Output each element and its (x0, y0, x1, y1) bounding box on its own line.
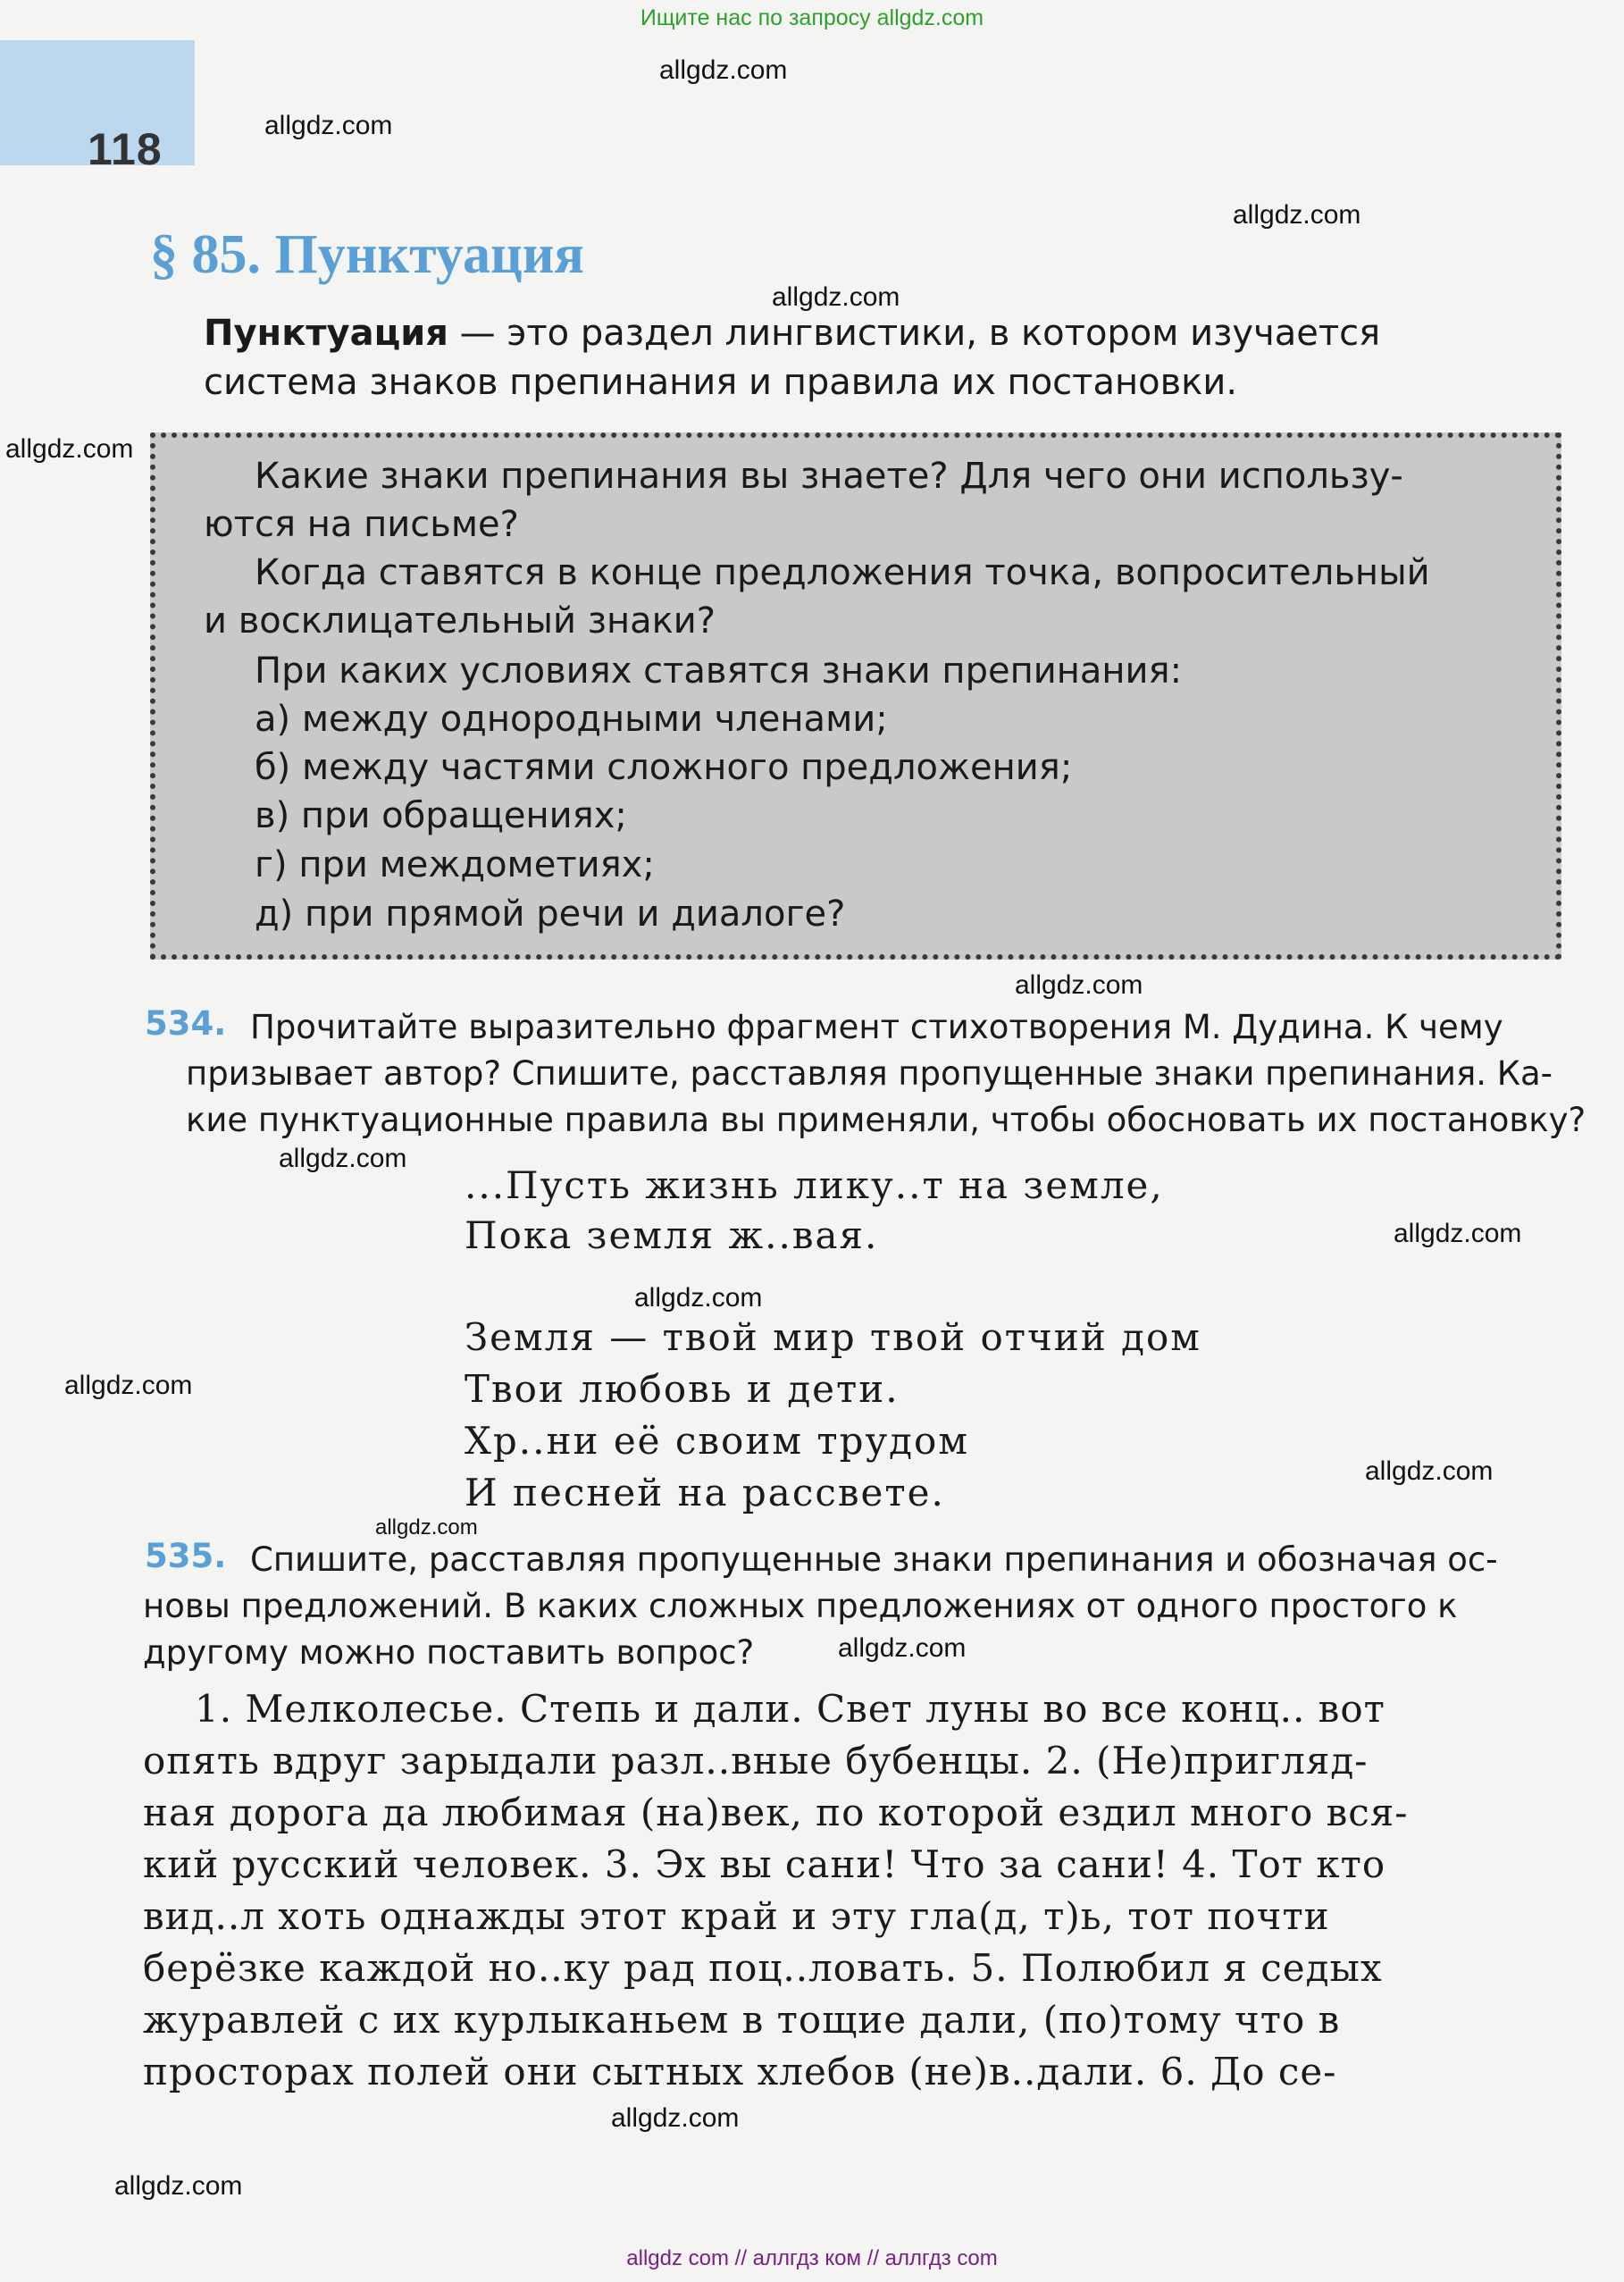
exercise-535-text-line: кий русский человек. 3. Эх вы сани! Что за сани! 4. Тот кто (143, 1842, 1386, 1886)
exercise-535-task: новы предложений. В каких сложных предложениях от одного простого к (143, 1587, 1458, 1625)
watermark: allgdz.com (838, 1633, 967, 1663)
watermark: allgdz.com (634, 1283, 763, 1313)
question-line: ются на письме? (204, 504, 519, 545)
exercise-534-task: призывает автор? Спишите, расставляя пропущенные знаки препинания. Ка- (186, 1054, 1553, 1093)
question-line: Какие знаки препинания вы знаете? Для чего они использу- (255, 456, 1403, 497)
watermark: allgdz.com (375, 1515, 478, 1540)
watermark: allgdz.com (659, 55, 788, 85)
poem-line: И песней на рассвете. (465, 1471, 945, 1514)
question-item-b: б) между частями сложного предложения; (255, 747, 1073, 788)
question-item-e: д) при прямой речи и диалоге? (255, 894, 846, 935)
question-line: и восклицательный знаки? (204, 600, 716, 642)
exercise-535-text-line: опять вдруг зарыдали разл..вные бубенцы. 2. (Не)пригляд- (143, 1739, 1369, 1783)
poem-line: Земля — твой мир твой отчий дом (465, 1315, 1201, 1359)
question-line: Когда ставятся в конце предложения точка, вопросительный (255, 552, 1430, 593)
exercise-535-text-line: 1. Мелколесье. Степь и дали. Свет луны во все конц.. вот (195, 1687, 1385, 1731)
exercise-535-text-line: берёзке каждой но..ку рад поц..ловать. 5. Полюбил я седых (143, 1946, 1383, 1990)
watermark: allgdz.com (1394, 1219, 1522, 1248)
watermark: allgdz.com (1233, 200, 1361, 230)
exercise-534-task: Прочитайте выразительно фрагмент стихотворения М. Дудина. К чему (250, 1008, 1503, 1046)
poem-line: Твои любовь и дети. (465, 1367, 900, 1411)
poem-line: ...Пусть жизнь лику..т на земле, (465, 1163, 1164, 1207)
question-line: При каких условиях ставятся знаки препинания: (255, 650, 1183, 692)
exercise-535-task: Спишите, расставляя пропущенные знаки препинания и обозначая ос- (250, 1540, 1498, 1579)
watermark: allgdz.com (772, 282, 900, 312)
watermark: allgdz.com (114, 2171, 243, 2201)
poem-line: Хр..ни её своим трудом (465, 1419, 970, 1463)
watermark: allgdz.com (264, 111, 393, 140)
question-item-c: в) при обращениях; (255, 795, 627, 836)
top-banner-link[interactable]: Ищите нас по запросу allgdz.com (640, 5, 984, 30)
watermark: allgdz.com (611, 2103, 740, 2133)
page-number: 118 (88, 124, 163, 174)
exercise-535-text-line: просторах полей они сытных хлебов (не)в..дали. 6. До се- (143, 2050, 1337, 2093)
definition-line-2: система знаков препинания и правила их постановки. (204, 362, 1238, 403)
definition-text: — это раздел лингвистики, в котором изучается (448, 313, 1381, 354)
exercise-535-task: другому можно поставить вопрос? (143, 1633, 755, 1672)
watermark: allgdz.com (64, 1371, 193, 1400)
exercise-535-number: 535. (145, 1537, 227, 1575)
watermark: allgdz.com (1365, 1456, 1494, 1486)
definition-term: Пунктуация (204, 313, 448, 354)
exercise-535-text-line: журавлей с их курлыканьем в тощие дали, (по)тому что в (143, 1998, 1341, 2042)
exercise-534-task: кие пунктуационные правила вы применяли, чтобы обосновать их постановку? (186, 1101, 1586, 1139)
watermark: allgdz.com (279, 1144, 407, 1173)
definition-line-1 (204, 313, 1380, 354)
question-item-a: а) между однородными членами; (255, 699, 888, 740)
poem-line: Пока земля ж..вая. (465, 1213, 879, 1257)
exercise-535-text-line: вид..л хоть однажды этот край и эту гла(д, т)ь, тот почти (143, 1894, 1330, 1938)
watermark: allgdz.com (5, 434, 134, 464)
exercise-534-number: 534. (145, 1004, 227, 1043)
watermark: allgdz.com (1015, 970, 1143, 1000)
bottom-banner-link[interactable]: allgdz com // аллгдз ком // аллгдз com (626, 2246, 998, 2270)
section-title: § 85. Пунктуация (150, 224, 584, 285)
question-item-d: г) при междометиях; (255, 844, 655, 885)
exercise-535-text-line: ная дорога да любимая (на)век, по которой ездил много вся- (143, 1791, 1409, 1834)
